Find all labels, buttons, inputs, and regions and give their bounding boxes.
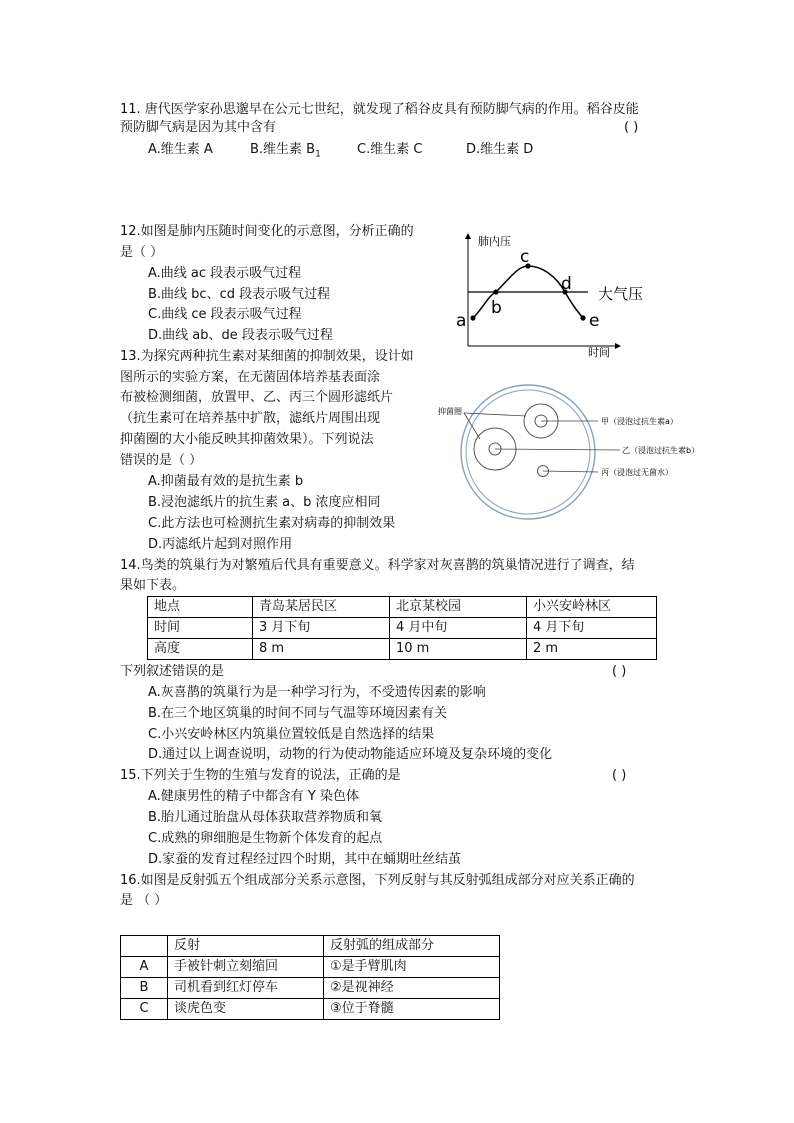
point-c-label: c	[520, 247, 530, 267]
table-cell: 2 m	[527, 639, 657, 660]
culture-dish	[461, 385, 595, 519]
table-cell: C	[121, 999, 168, 1020]
table-cell: 地点	[148, 597, 253, 618]
q11-line2: 预防脚气病是因为其中含有	[120, 120, 277, 135]
y-axis-label: 肺内压	[478, 235, 511, 248]
inhibition-zone-label: 抑菌圈	[438, 407, 462, 416]
q13-option-b: B.浸泡滤纸片的抗生素 a、b 浓度应相同	[148, 495, 381, 510]
table-cell: 小兴安岭林区	[527, 597, 657, 618]
q13-option-d: D.丙滤纸片起到对照作用	[148, 537, 293, 552]
q15-option-b: B.胎儿通过胎盘从母体获取营养物质和氧	[148, 810, 383, 825]
q16-table	[120, 935, 500, 1020]
q14-option-b: B.在三个地区筑巢的时间不同与气温等环境因素有关	[148, 706, 448, 721]
q12-line1: 12.如图是肺内压随时间变化的示意图，分析正确的	[120, 224, 414, 239]
table-cell: 手被针刺立刻缩回	[168, 957, 324, 978]
culture-medium	[466, 390, 590, 514]
q12-line2: 是（ ）	[120, 245, 164, 260]
q12-option-b: B.曲线 bc、cd 段表示吸气过程	[148, 287, 331, 302]
point-e	[580, 315, 585, 320]
q13-line1: 13.为探究两种抗生素对某细菌的抑制效果，设计如	[120, 349, 414, 364]
q14-option-a: A.灰喜鹊的筑巢行为是一种学习行为，不受遗传因素的影响	[148, 685, 486, 700]
q15-option-c: C.成熟的卵细胞是生物新个体发育的起点	[148, 831, 383, 846]
table-cell: B	[121, 978, 168, 999]
table-cell: ②是视神经	[324, 978, 500, 999]
point-b	[493, 289, 498, 294]
table-cell: 高度	[148, 639, 253, 660]
q15-answer-paren: ( )	[612, 768, 627, 783]
q12-option-d: D.曲线 ab、de 段表示吸气过程	[148, 328, 333, 343]
q13-line3: 布被检测细菌，放置甲、乙、丙三个圆形滤纸片	[120, 390, 394, 405]
petri-dish-diagram	[438, 383, 708, 527]
table-cell: ③位于脊髓	[324, 999, 500, 1020]
table-row	[148, 618, 657, 639]
q15-option-a: A.健康男性的精子中都含有 Y 染色体	[148, 789, 360, 804]
q14-option-d: D.通过以上调查说明，动物的行为使动物能适应环境及复杂环境的变化	[148, 747, 553, 762]
table-cell: 青岛某居民区	[253, 597, 390, 618]
q16-line1: 16.如图是反射弧五个组成部分关系示意图，下列反射与其反射弧组成部分对应关系正确的	[120, 873, 635, 888]
table-cell: 8 m	[253, 639, 390, 660]
jia-label: 甲（浸泡过抗生素a）	[601, 417, 678, 426]
table-cell	[121, 936, 168, 957]
q12-option-c: C.曲线 ce 段表示吸气过程	[148, 307, 302, 322]
q13-line2: 图所示的实验方案，在无菌固体培养基表面涂	[120, 370, 381, 385]
table-cell: 时间	[148, 618, 253, 639]
q11-option-a: A.维生素 A	[148, 142, 213, 157]
q11-line1: 11. 唐代医学家孙思邈早在公元七世纪，就发现了稻谷皮具有预防脚气病的作用。稻谷皮能	[120, 102, 639, 117]
table-cell: ①是手臂肌肉	[324, 957, 500, 978]
table-row	[121, 957, 500, 978]
point-e-label: e	[589, 311, 600, 331]
q13-line6: 错误的是（ ）	[120, 453, 203, 468]
q11-option-b	[250, 141, 321, 164]
table-row	[121, 999, 500, 1020]
table-cell: 司机看到红灯停车	[168, 978, 324, 999]
q11-option-b-text: B.维生素 B	[250, 142, 316, 157]
q13-option-a: A.抑菌最有效的是抗生素 b	[148, 474, 304, 489]
q15-line1: 15.下列关于生物的生殖与发育的说法，正确的是	[120, 768, 401, 783]
q14-line1: 14.鸟类的筑巢行为对繁殖后代具有重要意义。科学家对灰喜鹊的筑巢情况进行了调查，结	[120, 558, 635, 573]
table-row	[121, 978, 500, 999]
table-cell: 4 月下旬	[527, 618, 657, 639]
table-cell: 3 月下旬	[253, 618, 390, 639]
q14-answer-paren: ( )	[612, 664, 627, 679]
q15-option-d: D.家蚕的发育过程经过四个时期，其中在蛹期吐丝结茧	[148, 852, 462, 867]
point-b-label: b	[491, 298, 502, 318]
q12-option-a: A.曲线 ac 段表示吸气过程	[148, 266, 302, 281]
bing-label: 丙（浸泡过无菌水）	[601, 468, 673, 477]
q13-line5: 抑菌圈的大小能反映其抑菌效果）。下列说法	[120, 432, 374, 447]
table-cell: 10 m	[390, 639, 527, 660]
table-row	[148, 597, 657, 618]
q11-option-b-subscript: 1	[315, 149, 321, 160]
q13-line4: （抗生素可在培养基中扩散，滤纸片周围出现	[120, 411, 381, 426]
q14-option-c: C.小兴安岭林区内筑巢位置较低是自然选择的结果	[148, 727, 435, 742]
q11-answer-paren: ( )	[624, 120, 639, 135]
lung-pressure-chart	[448, 228, 658, 363]
table-row	[148, 639, 657, 660]
q14-prompt: 下列叙述错误的是	[120, 664, 225, 679]
table-cell: 反射	[168, 936, 324, 957]
bing-pointer	[543, 471, 598, 472]
q11-option-c: C.维生素 C	[357, 142, 423, 157]
table-cell: 北京某校园	[390, 597, 527, 618]
table-cell: 谈虎色变	[168, 999, 324, 1020]
table-cell: 反射弧的组成部分	[324, 936, 500, 957]
table-cell: A	[121, 957, 168, 978]
point-a-label: a	[456, 311, 467, 331]
q14-line2: 果如下表。	[120, 578, 186, 593]
yi-pointer	[495, 449, 620, 450]
point-d-label: d	[561, 274, 572, 294]
x-axis-label: 时间	[588, 346, 610, 359]
point-a	[470, 315, 475, 320]
q14-table	[147, 596, 657, 660]
q13-option-c: C.此方法也可检测抗生素对病毒的抑制效果	[148, 516, 396, 531]
table-row	[121, 936, 500, 957]
table-cell: 4 月中旬	[390, 618, 527, 639]
yi-label: 乙（浸泡过抗生素b）	[622, 446, 700, 455]
q11-option-d: D.维生素 D	[466, 142, 534, 157]
q16-line2: 是 （ ）	[120, 893, 168, 908]
atmospheric-pressure-label: 大气压	[598, 285, 644, 303]
